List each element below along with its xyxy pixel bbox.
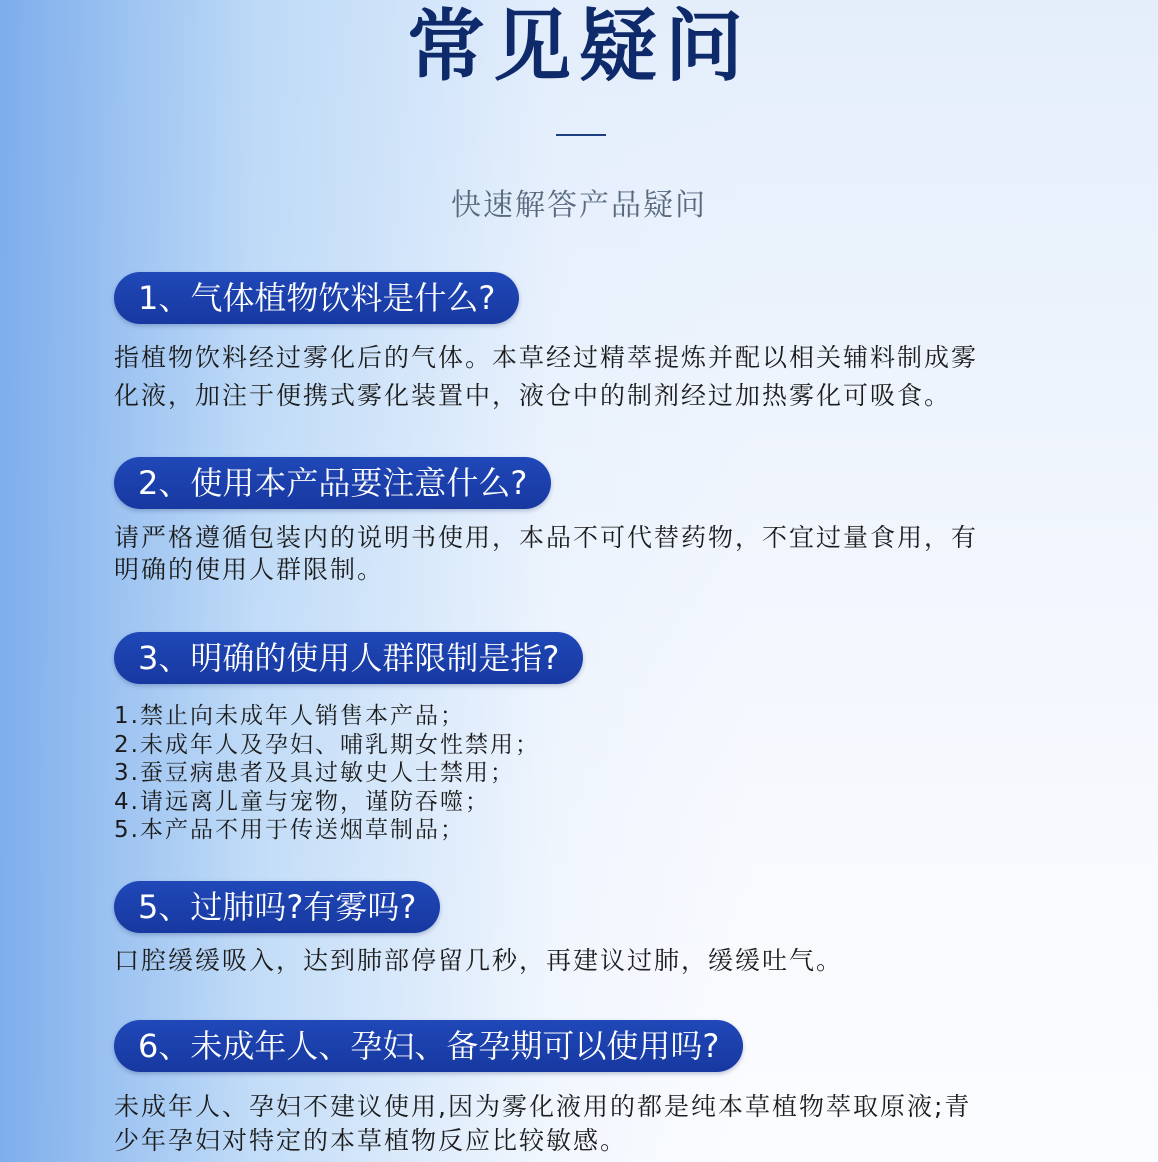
restriction-list — [114, 702, 1064, 845]
question-badge-3: 3、明确的使用人群限制是指? — [114, 632, 583, 684]
list-item: 1.禁止向未成年人销售本产品； — [114, 703, 465, 729]
title-divider — [556, 134, 606, 136]
answer-line: 未成年人、孕妇不建议使用,因为雾化液用的都是纯本草植物萃取原液;青 — [114, 1092, 972, 1121]
answer-2 — [114, 522, 1064, 586]
list-item: 3.蚕豆病患者及具过敏史人士禁用； — [114, 760, 515, 786]
list-item: 5.本产品不用于传送烟草制品； — [114, 817, 465, 843]
list-item: 4.请远离儿童与宠物，谨防吞噬； — [114, 788, 490, 815]
question-badge-6: 6、未成年人、孕妇、备孕期可以使用吗? — [114, 1020, 743, 1072]
question-badge-5: 5、过肺吗?有雾吗? — [114, 881, 440, 933]
page-title: 常见疑问 — [406, 2, 751, 92]
list-item: 2.未成年人及孕妇、哺乳期女性禁用； — [114, 731, 540, 758]
answer-line: 指植物饮料经过雾化后的气体。本草经过精萃提炼并配以相关辅料制成雾 — [114, 343, 979, 372]
question-badge-2: 2、使用本产品要注意什么? — [114, 457, 551, 509]
answer-1 — [114, 339, 1064, 415]
page-subtitle: 快速解答产品疑问 — [451, 188, 707, 223]
question-badge-1: 1、气体植物饮料是什么? — [114, 272, 519, 324]
answer-line: 少年孕妇对特定的本草植物反应比较敏感。 — [114, 1126, 628, 1155]
answer-line: 化液，加注于便携式雾化装置中，液仓中的制剂经过加热雾化可吸食。 — [114, 381, 952, 410]
answer-line: 明确的使用人群限制。 — [114, 555, 385, 584]
answer-line: 请严格遵循包装内的说明书使用，本品不可代替药物，不宜过量食用，有 — [114, 523, 979, 552]
answer-line: 口腔缓缓吸入，达到肺部停留几秒，再建议过肺，缓缓吐气。 — [114, 946, 844, 975]
answer-5 — [114, 942, 1064, 980]
answer-6 — [114, 1090, 1064, 1158]
